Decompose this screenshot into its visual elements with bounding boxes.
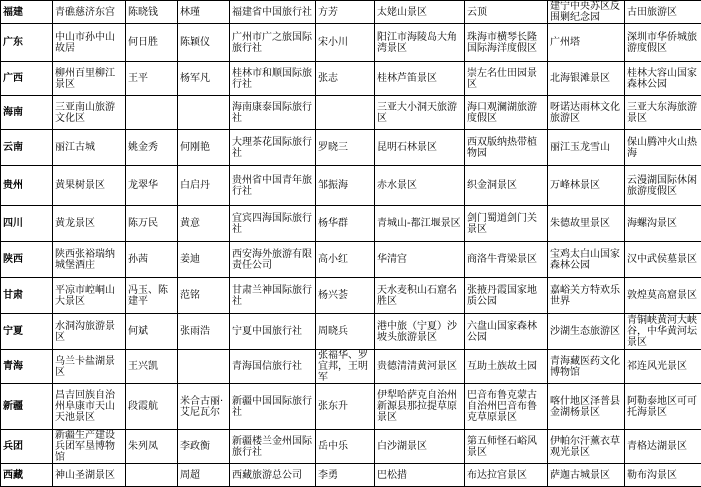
table-cell: 周超: [178, 464, 230, 487]
table-cell: 何日胜: [126, 24, 178, 62]
table-cell: 西安海外旅游有限责任公司: [230, 242, 316, 278]
table-row: [1, 242, 701, 278]
table-cell: 宜宾四海国际旅行社: [230, 206, 316, 242]
table-cell: 方芳: [316, 1, 375, 24]
province-cell: 宁夏: [1, 314, 53, 350]
table-cell: 宋小川: [316, 24, 375, 62]
table-cell: 乌兰卡盐湖景区: [53, 350, 126, 384]
table-cell: 桂林芦笛景区: [375, 62, 465, 96]
table-cell: 王平: [126, 62, 178, 96]
table-cell: 祁连风光景区: [625, 350, 701, 384]
table-cell: 高小红: [316, 242, 375, 278]
table-cell: 广州市广之旅国际旅行社: [230, 24, 316, 62]
table-cell: 陈晓钱: [126, 1, 178, 24]
table-cell: 新疆楼兰金州国际旅行社: [230, 430, 316, 464]
table-cell: 勒布沟景区: [625, 464, 701, 487]
table-cell: 何斌: [126, 314, 178, 350]
table-cell: [126, 464, 178, 487]
table-cell: 昌吉回族自治州阜康市天山天池景区: [53, 384, 126, 430]
table-cell: 沙湖生态旅游区: [548, 314, 625, 350]
province-cell: 广东: [1, 24, 53, 62]
table-cell: 阿勒泰地区可可托海景区: [625, 384, 701, 430]
table-row: [1, 464, 701, 487]
table-cell: 段霞航: [126, 384, 178, 430]
table-cell: 昆明石林景区: [375, 130, 465, 166]
table-cell: 宝鸡太白山国家森林公园: [548, 242, 625, 278]
table-cell: 甘肃兰神国际旅行社: [230, 278, 316, 314]
table-cell: 互助土族故土园: [465, 350, 548, 384]
table-cell: 张掖丹霞国家地质公园: [465, 278, 548, 314]
table-cell: 杨军凡: [178, 62, 230, 96]
table-cell: 范铭: [178, 278, 230, 314]
table-cell: 平凉市崆峒山大景区: [53, 278, 126, 314]
table-cell: 西双版纳热带植物园: [465, 130, 548, 166]
table-row: [1, 166, 701, 206]
table-cell: 陈颖仪: [178, 24, 230, 62]
table-row: [1, 430, 701, 464]
table-cell: 崇左名仕田园景区: [465, 62, 548, 96]
table-cell: 嘉峪关方特欢乐世界: [548, 278, 625, 314]
table-cell: 王兴凯: [126, 350, 178, 384]
province-cell: 青海: [1, 350, 53, 384]
table-cell: 赤水景区: [375, 166, 465, 206]
table-cell: 建宁中央苏区反围剿纪念园: [548, 1, 625, 24]
table-cell: 黄龙景区: [53, 206, 126, 242]
table-cell: 桂林大容山国家森林公园: [625, 62, 701, 96]
table-cell: 汉中武侯墓景区: [625, 242, 701, 278]
table-row: [1, 24, 701, 62]
table-cell: 白沙湖景区: [375, 430, 465, 464]
table-cell: 黄果树景区: [53, 166, 126, 206]
table-cell: 张东升: [316, 384, 375, 430]
table-cell: 米合古丽·艾尼瓦尔: [178, 384, 230, 430]
table-cell: 姚金秀: [126, 130, 178, 166]
table-cell: 织金洞景区: [465, 166, 548, 206]
table-cell: 六盘山国家森林公园: [465, 314, 548, 350]
table-cell: 萨迦古城景区: [548, 464, 625, 487]
table-cell: 古田旅游区: [625, 1, 701, 24]
table-cell: 华清宫: [375, 242, 465, 278]
table-cell: 深圳市华侨城旅游度假区: [625, 24, 701, 62]
province-cell: 兵团: [1, 430, 53, 464]
table-cell: 神山圣湖景区: [53, 464, 126, 487]
table-cell: 陕西张裕瑞纳城堡酒庄: [53, 242, 126, 278]
table-cell: 冯玉、陈建平: [126, 278, 178, 314]
table-cell: 喀什地区泽普县金湖杨景区: [548, 384, 625, 430]
province-cell: 海南: [1, 96, 53, 130]
table-body: [1, 1, 701, 487]
table-cell: 伊帕尔汗薰衣草观光景区: [548, 430, 625, 464]
table-cell: 朱列凤: [126, 430, 178, 464]
province-cell: 云南: [1, 130, 53, 166]
table-cell: 丽江古城: [53, 130, 126, 166]
table-cell: 贵州省中国青年旅行社: [230, 166, 316, 206]
table-cell: 青格达湖景区: [625, 430, 701, 464]
province-cell: 新疆: [1, 384, 53, 430]
table-cell: 福建省中国旅行社: [230, 1, 316, 24]
table-cell: 敦煌莫高窟景区: [625, 278, 701, 314]
table-cell: 黄意: [178, 206, 230, 242]
table-cell: [126, 96, 178, 130]
table-cell: 丽江玉龙雪山: [548, 130, 625, 166]
table-cell: 张志: [316, 62, 375, 96]
table-cell: 青铜峡黄河大峡谷，中华黄河坛景区: [625, 314, 701, 350]
table-cell: 何刚艳: [178, 130, 230, 166]
table-cell: 布达拉宫景区: [465, 464, 548, 487]
table-cell: 姜迪: [178, 242, 230, 278]
table-cell: 水洞沟旅游景区: [53, 314, 126, 350]
table-cell: 罗晓三: [316, 130, 375, 166]
table-cell: 周晓兵: [316, 314, 375, 350]
table-cell: 海南康泰国际旅行社: [230, 96, 316, 130]
table-row: [1, 384, 701, 430]
table-cell: 三亚大小洞天旅游区: [375, 96, 465, 130]
table-cell: 张雨浩: [178, 314, 230, 350]
province-cell: 甘肃: [1, 278, 53, 314]
table-cell: 李政衡: [178, 430, 230, 464]
table-row: [1, 62, 701, 96]
table-row: [1, 350, 701, 384]
table-cell: 中山市孙中山故居: [53, 24, 126, 62]
table-cell: 桂林市和顺国际旅行社: [230, 62, 316, 96]
table-cell: 呀诺达雨林文化旅游区: [548, 96, 625, 130]
table-cell: 保山腾冲火山热海: [625, 130, 701, 166]
table-cell: 贵德清清黄河景区: [375, 350, 465, 384]
table-row: [1, 278, 701, 314]
table-cell: 青海藏医药文化博物馆: [548, 350, 625, 384]
table-cell: [316, 96, 375, 130]
table-cell: 云顶: [465, 1, 548, 24]
table-cell: 三亚南山旅游文化区: [53, 96, 126, 130]
table-cell: 巴音布鲁克蒙古自治州巴音布鲁克草原景区: [465, 384, 548, 430]
table-cell: 岳中乐: [316, 430, 375, 464]
table-cell: 宁夏中国旅行社: [230, 314, 316, 350]
table-row: [1, 1, 701, 24]
table-cell: 青海国信旅行社: [230, 350, 316, 384]
table-cell: 剑门蜀道剑门关景区: [465, 206, 548, 242]
table-cell: 陈万民: [126, 206, 178, 242]
province-cell: 福建: [1, 1, 53, 24]
table-cell: 海口观澜湖旅游度假区: [465, 96, 548, 130]
province-cell: 四川: [1, 206, 53, 242]
table-cell: 孙茜: [126, 242, 178, 278]
province-cell: 广西: [1, 62, 53, 96]
table-cell: 白启丹: [178, 166, 230, 206]
table-cell: 伊犁哈萨克自治州新源县那拉提草原景区: [375, 384, 465, 430]
table-cell: 第五师怪石峪风景区: [465, 430, 548, 464]
province-cell: 陕西: [1, 242, 53, 278]
table-cell: 海螺沟景区: [625, 206, 701, 242]
table-cell: 三亚大东海旅游景区: [625, 96, 701, 130]
table-cell: 万峰林景区: [548, 166, 625, 206]
table-cell: 朱德故里景区: [548, 206, 625, 242]
table-cell: 西藏旅游总公司: [230, 464, 316, 487]
table-cell: 邹振海: [316, 166, 375, 206]
table-cell: 太姥山景区: [375, 1, 465, 24]
table-cell: 李勇: [316, 464, 375, 487]
table-cell: [178, 96, 230, 130]
table-row: [1, 314, 701, 350]
table-cell: 青礁慈济东宫: [53, 1, 126, 24]
table-cell: 云漫湖国际休闲旅游度假区: [625, 166, 701, 206]
table-cell: 巴松措: [375, 464, 465, 487]
table-cell: 天水麦积山石窟名胜区: [375, 278, 465, 314]
table-cell: 港中旅（宁夏）沙坡头旅游景区: [375, 314, 465, 350]
table-cell: 杨兴荟: [316, 278, 375, 314]
table-cell: 青城山-都江堰景区: [375, 206, 465, 242]
table-cell: 大理茶花国际旅行社: [230, 130, 316, 166]
table-cell: 林瑾: [178, 1, 230, 24]
province-cell: 贵州: [1, 166, 53, 206]
table-row: [1, 130, 701, 166]
table-cell: 商洛牛背梁景区: [465, 242, 548, 278]
table-cell: [178, 350, 230, 384]
table-cell: 广州塔: [548, 24, 625, 62]
table-cell: 杨华群: [316, 206, 375, 242]
table-row: [1, 96, 701, 130]
table-row: [1, 206, 701, 242]
table-cell: 新疆生产建设兵团军垦博物馆: [53, 430, 126, 464]
table-cell: 张福华、罗宜邦，王明军: [316, 350, 375, 384]
table-cell: 柳州百里柳江景区: [53, 62, 126, 96]
table-cell: 珠海市横琴长隆国际海洋度假区: [465, 24, 548, 62]
table-cell: 阳江市海陵岛大角湾景区: [375, 24, 465, 62]
table-cell: 北海银滩景区: [548, 62, 625, 96]
table-cell: 新疆中国国际旅行社: [230, 384, 316, 430]
table-cell: 龙翠华: [126, 166, 178, 206]
province-cell: 西藏: [1, 464, 53, 487]
